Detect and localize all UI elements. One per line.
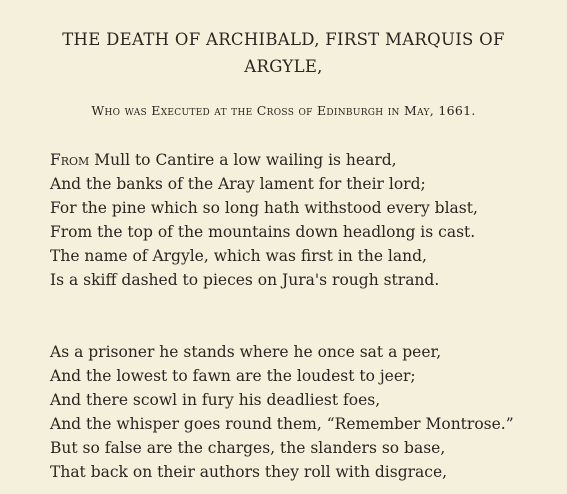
stanza-2 (50, 340, 514, 484)
poem-line: And the whisper goes round them, “Remember Montrose.” (50, 415, 514, 433)
poem-line: As a prisoner he stands where he once sat a peer, (50, 343, 442, 361)
poem-subtitle: Who was Executed at the Cross of Edinburgh in May, 1661. (91, 103, 476, 118)
poem-line: From the top of the mountains down headlong is cast. (50, 223, 476, 241)
poem-line: But so false are the charges, the slanders so base, (50, 439, 446, 457)
poem-line: Is a skiff dashed to pieces on Jura's rough strand. (50, 271, 440, 289)
poem-line: And the lowest to fawn are the loudest to jeer; (50, 367, 416, 385)
poem-line: And there scowl in fury his deadliest foes, (50, 391, 381, 409)
poem-line: From Mull to Cantire a low wailing is heard, (50, 151, 397, 169)
poem-line: The name of Argyle, which was first in the land, (50, 247, 427, 265)
poem-title-line-2: ARGYLE, (244, 57, 323, 76)
poem-line: That back on their authors they roll with disgrace, (50, 463, 448, 481)
poem-line: And the banks of the Aray lament for their lord; (50, 175, 426, 193)
poem-line: For the pine which so long hath withstood every blast, (50, 199, 478, 217)
poem-title-line-1: THE DEATH OF ARCHIBALD, FIRST MARQUIS OF (62, 30, 505, 49)
stanza-1 (50, 148, 478, 292)
